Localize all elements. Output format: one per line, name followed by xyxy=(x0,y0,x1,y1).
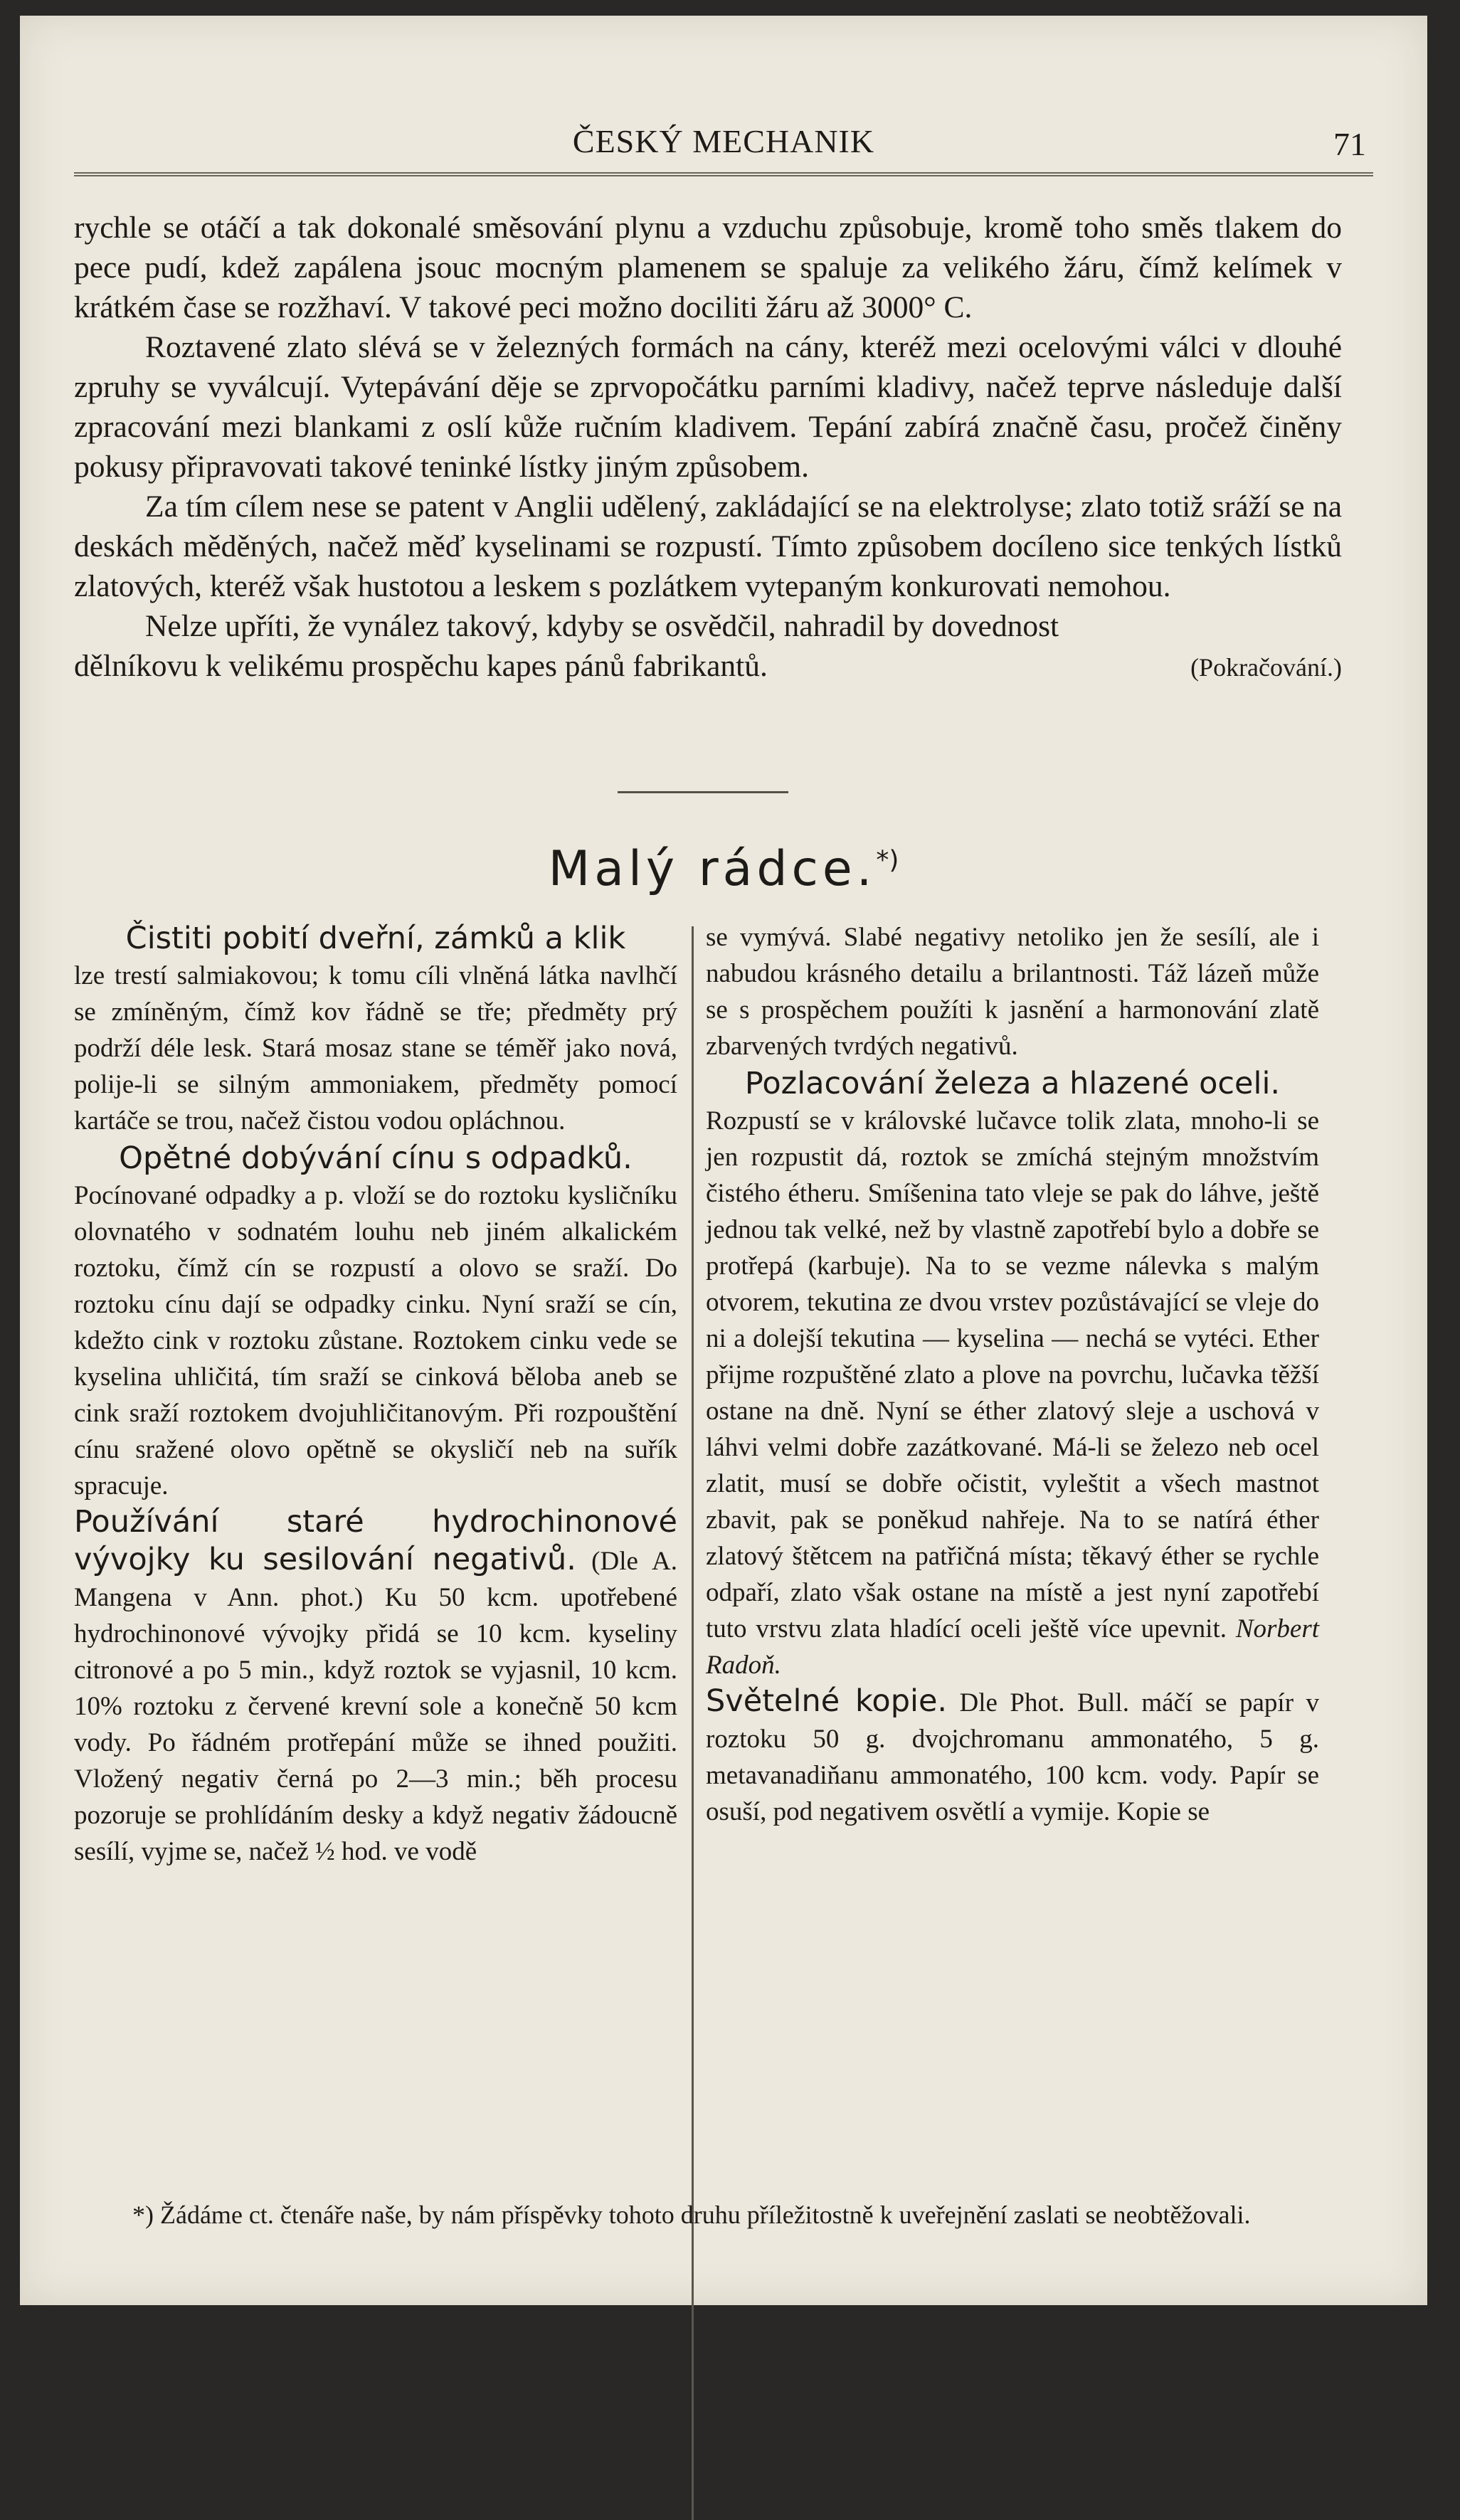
footnote-mark: *) xyxy=(876,845,899,875)
paragraph: Roztavené zlato slévá se v železných formách na cány, kteréž mezi ocelovými válci v dlouhé zpruhy se vyválcují. Vytepávání děje se zprvopočátku parními kladivy, načež teprve následuje další zpracování mezi blankami z oslí kůže ručním kladivem. Tepání zabírá značně času, pročež činěny pokusy připravovati takové teninké lístky jiným způsobem. xyxy=(74,330,1342,484)
right-column xyxy=(706,919,1319,1830)
tip-text xyxy=(74,1504,677,1870)
paragraph-end: dělníkovu k velikému prospěchu kapes pánů fabrikantů. xyxy=(74,649,768,683)
paragraph: rychle se otáčí a tak dokonalé směsování plynu a vzduchu způsobuje, kromě toho směs tlakem do pece pudí, kdež zapálena jsouc mocným plamenem se spaluje za velikého žáru, čímž kelímek v krátkém čase se rozžhaví. V takové peci možno dociliti žáru až 3000° C. xyxy=(74,211,1342,324)
tip-heading-inline: Světelné kopie. xyxy=(706,1683,948,1719)
page-header xyxy=(74,122,1373,176)
footnote xyxy=(54,2198,1306,2231)
section-divider xyxy=(618,791,788,793)
tip-heading: Opětné dobývání cínu s odpadků. xyxy=(119,1140,633,1176)
last-line xyxy=(74,646,1342,687)
running-title: ČESKÝ MECHANIK xyxy=(572,123,875,159)
article-continuation xyxy=(74,208,1342,687)
tip-heading-inline: Používání staré hydrochinonové vývojky ku sesilování negativů. xyxy=(74,1504,677,1577)
paragraph: Za tím cílem nese se patent v Anglii udělený, zakládající se na elektrolyse; zlato totiž sráží se na deskách měděných, načež měď kyselinami se rozpustí. Tímto způsobem docíleno sice tenkých lístků zlatových, kteréž však hustotou a leskem s pozlátkem vytepaným konkurovati nemohou. xyxy=(74,489,1342,603)
tip-heading: Pozlacování železa a hlazené oceli. xyxy=(744,1066,1281,1101)
tip-text: lze trestí salmiakovou; k tomu cíli vlněná látka navlhčí se zmíněným, čímž kov řádně se tře; předměty prý podrží déle lesk. Stará mosaz stane se téměř jako nová, polije-li se silným ammoniakem, předměty pomocí kartáče se trou, načež čistou vodou opláchnou. xyxy=(74,961,677,1135)
page xyxy=(20,16,1427,2305)
tip-text: se vymývá. Slabé negativy netoliko jen že sesílí, ale i nabudou krásného detailu a brilantnosti. Táž lázeň může se s prospěchem použíti k jasnění a harmonování zlatě zbarvených tvrdých negativů. xyxy=(706,923,1319,1061)
section-title xyxy=(20,841,1427,897)
tip-text-inline: (Dle A. Mangena v Ann. phot.) Ku 50 kcm. upotřebené hydrochinonové vývojky přidá se 10 kcm. kyseliny citronové a po 5 min., když roztok se vyjasnil, 10 kcm. 10% roztoku z červené krevní sole a konečně 50 kcm vody. Po řádném protřepání může se ihned použiti. Vložený negativ černá po 2—3 min.; běh procesu pozoruje se prohlídáním desky a když negativ žádoucně sesílí, vyjme se, načež ½ hod. ve vodě xyxy=(74,1547,677,1866)
tip-heading: Čistiti pobití dveřní, zámků a klik xyxy=(125,921,626,956)
footnote-text: *) Žádáme ct. čtenáře naše, by nám příspěvky tohoto druhu příležitostně k uveřejnění zaslati se neobtěžovali. xyxy=(132,2201,1251,2229)
tip-text: Pocínované odpadky a p. vloží se do roztoku kysličníku olovnatého v sodnatém louhu neb jiném alkalickém roztoku, čímž cín se rozpustí a olovo se sraží. Do roztoku cínu dají se odpadky cinku. Nyní sraží se cín, kdežto cink v roztoku zůstane. Roztokem cinku vede se kyselina uhličitá, tím sraží se cinková běloba aneb se cink sraží roztokem dvojuhličitanovým. Při rozpouštění cínu sražené olovo opětně se okysličí neb na suřík spracuje. xyxy=(74,1181,677,1500)
section-title-text: Malý rádce. xyxy=(548,841,877,897)
author-signature: Norbert Radoň. xyxy=(706,1614,1320,1680)
tip-text xyxy=(706,1683,1319,1830)
tip-text-inline: Rozpustí se v královské lučavce tolik zlata, mnoho-li se jen rozpustit dá, roztok se zmíchá stejným množstvím čistého étheru. Smíšenina tato vleje se pak do láhve, ještě jednou tak velké, než by vlastně zapotřebí bylo a dobře se protřepá (karbuje). Na to se vezme nálevka s malým otvorem, tekutina ze dvou vrstev pozůstávající se vleje do ni a dolejší tekutina — kyselina — nechá se vytéci. Ether přijme rozpuštěné zlato a plove na povrchu, lučavka těžší ostane na dně. Nyní se éther zlatový sleje a uschová v láhvi velmi dobře zazátkované. Má-li se železo neb ocel zlatit, musí se dobře očistit, vyleštit a všech mastnot zbavit, pak se poněkud nahřeje. Na to se natírá éther zlatový štětcem na patřičná místa; těkavý éther se rychle odpaří, zlato však ostane na místě a jest nyní zapotřebí tuto vrstvu zlata hladící oceli ještě více upevnit. xyxy=(706,1106,1319,1643)
tip-text-inline: Dle Phot. Bull. máčí se papír v roztoku 50 g. dvojchromanu ammonatého, 5 g. metavanadiňanu ammonatého, 100 kcm. vody. Papír se osuší, pod negativem osvětlí a vymije. Kopie se xyxy=(706,1688,1319,1826)
page-number: 71 xyxy=(1333,126,1366,162)
left-column xyxy=(74,919,677,1870)
tip-text xyxy=(706,1103,1319,1683)
continuation-note: (Pokračování.) xyxy=(1190,653,1342,682)
column-divider xyxy=(692,926,694,2520)
paragraph: Nelze upříti, že vynález takový, kdyby se osvědčil, nahradil by dovednost xyxy=(145,609,1059,643)
